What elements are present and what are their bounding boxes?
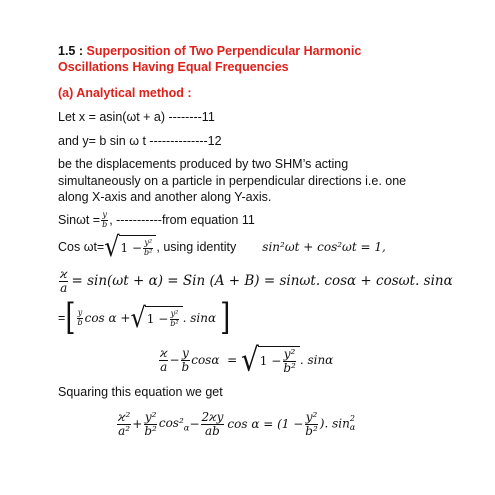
fraction-denominator: a — [160, 359, 168, 374]
fraction-numerator: y — [77, 308, 83, 318]
fraction-denominator: b — [77, 317, 83, 327]
squaring-text: Squaring this equation we get — [58, 385, 223, 399]
left-bracket: [ — [65, 297, 76, 339]
section-title-line2: Oscillations Having Equal Frequencies — [58, 60, 289, 74]
one-minus: 1 − — [146, 312, 169, 326]
square-root — [240, 340, 300, 379]
fraction-denominator: b² — [170, 318, 179, 328]
cos-lhs: Cos ωt= — [58, 240, 105, 254]
sin-rest: , -----------from equation 11 — [109, 213, 255, 227]
x-over-a-fraction — [59, 268, 68, 294]
equation-12: and y= b sin ω t --------------12 — [58, 134, 222, 148]
y2-over-b2-fraction — [282, 348, 297, 374]
substitution-line — [58, 297, 231, 339]
paragraph-line2: simultaneously on a particle in perpendicular directions i.e. one — [58, 174, 407, 188]
minus-sign: − — [169, 353, 180, 367]
square-root — [130, 301, 182, 335]
fraction-numerator: ϰ — [60, 266, 68, 281]
fraction-numerator: y² — [305, 409, 318, 424]
minus-sign: − — [189, 417, 200, 431]
fraction-numerator: y² — [170, 309, 179, 319]
fraction-denominator: b² — [283, 360, 296, 375]
x2-over-a2-fraction — [117, 411, 131, 437]
sin-lhs: Sinωt = — [58, 213, 101, 227]
fraction-numerator: y — [182, 345, 189, 360]
y-over-b-fraction — [181, 347, 191, 373]
sin-alpha-term: . sinα — [182, 311, 217, 325]
square-root — [104, 230, 156, 264]
fraction-numerator: y² — [144, 409, 157, 424]
paragraph-line1: be the displacements produced by two SHM’s acting — [58, 157, 349, 171]
plus-sign: + — [132, 417, 143, 431]
section-title-line1: Superposition of Two Perpendicular Harmonic — [86, 44, 362, 58]
cos-alpha-term: cos α + — [84, 311, 131, 325]
final-equation — [116, 402, 355, 446]
cos-subscript: α — [183, 422, 190, 433]
fraction-denominator: a² — [118, 423, 131, 438]
cos-alpha-equals: cosα = — [191, 353, 241, 367]
centered-equation — [158, 340, 333, 380]
fraction-numerator: y² — [283, 346, 296, 361]
sin-subscript: α — [349, 423, 356, 432]
sin-omega-t-line — [58, 207, 255, 233]
fraction-denominator: b — [181, 359, 190, 374]
section-heading — [58, 43, 361, 59]
one-minus: 1 − — [120, 241, 143, 255]
cos-squared: cos² — [158, 415, 184, 430]
fraction-numerator: ϰ — [160, 345, 168, 360]
fraction-numerator: y — [102, 210, 107, 220]
right-bracket: ] — [220, 297, 231, 339]
cos-squared-alpha — [159, 416, 190, 432]
subheading: (a) Analytical method : — [58, 86, 192, 100]
sin-term: ). sin — [319, 416, 350, 431]
fraction-numerator: ϰ² — [118, 409, 131, 424]
sin-squared-alpha — [320, 415, 355, 433]
y2-over-b2-fraction — [143, 411, 158, 437]
y-over-b-fraction — [76, 309, 83, 327]
expansion-rhs: = sin(ωt + α) = Sin (A + B) = sinωt. cosα + cosωt. sinα — [71, 273, 453, 289]
fraction-numerator: y² — [144, 238, 153, 248]
identity-label: , using identity — [156, 240, 237, 254]
2xy-over-ab-fraction — [201, 411, 225, 437]
paragraph-line3: along X-axis and another along Y-axis. — [58, 190, 272, 204]
radical-sign: √ — [104, 230, 120, 264]
fraction-denominator: b² — [144, 423, 157, 438]
fraction-denominator: b² — [305, 423, 318, 438]
sin-alpha-term: . sinα — [299, 353, 334, 367]
x-over-a-fraction — [159, 347, 168, 373]
fraction-denominator: ab — [205, 423, 220, 438]
radical-sign: √ — [240, 340, 259, 379]
sin-superscript: 2 — [349, 414, 355, 424]
cos-alpha-equals: cos α = (1 − — [227, 417, 304, 431]
fraction-numerator: 2ϰy — [201, 409, 224, 424]
fraction-denominator: a — [60, 280, 68, 295]
x-over-a-line — [58, 265, 453, 297]
y2-over-b2-fraction-rhs — [304, 411, 319, 437]
y2-over-b2-fraction — [169, 310, 179, 328]
fraction-denominator: b² — [144, 247, 153, 257]
fraction-denominator: b — [102, 219, 108, 229]
y-over-b-fraction — [101, 211, 108, 229]
equals-sign: = — [58, 311, 66, 325]
trig-identity: sin²ωt + cos²ωt = 1, — [262, 240, 386, 254]
section-number: 1.5 : — [58, 44, 84, 58]
one-minus: 1 − — [259, 354, 282, 368]
equation-11: Let x = asin(ωt + a) --------11 — [58, 110, 215, 124]
cos-omega-t-line — [58, 232, 386, 262]
y2-over-b2-fraction — [143, 239, 153, 257]
radical-sign: √ — [130, 301, 146, 335]
